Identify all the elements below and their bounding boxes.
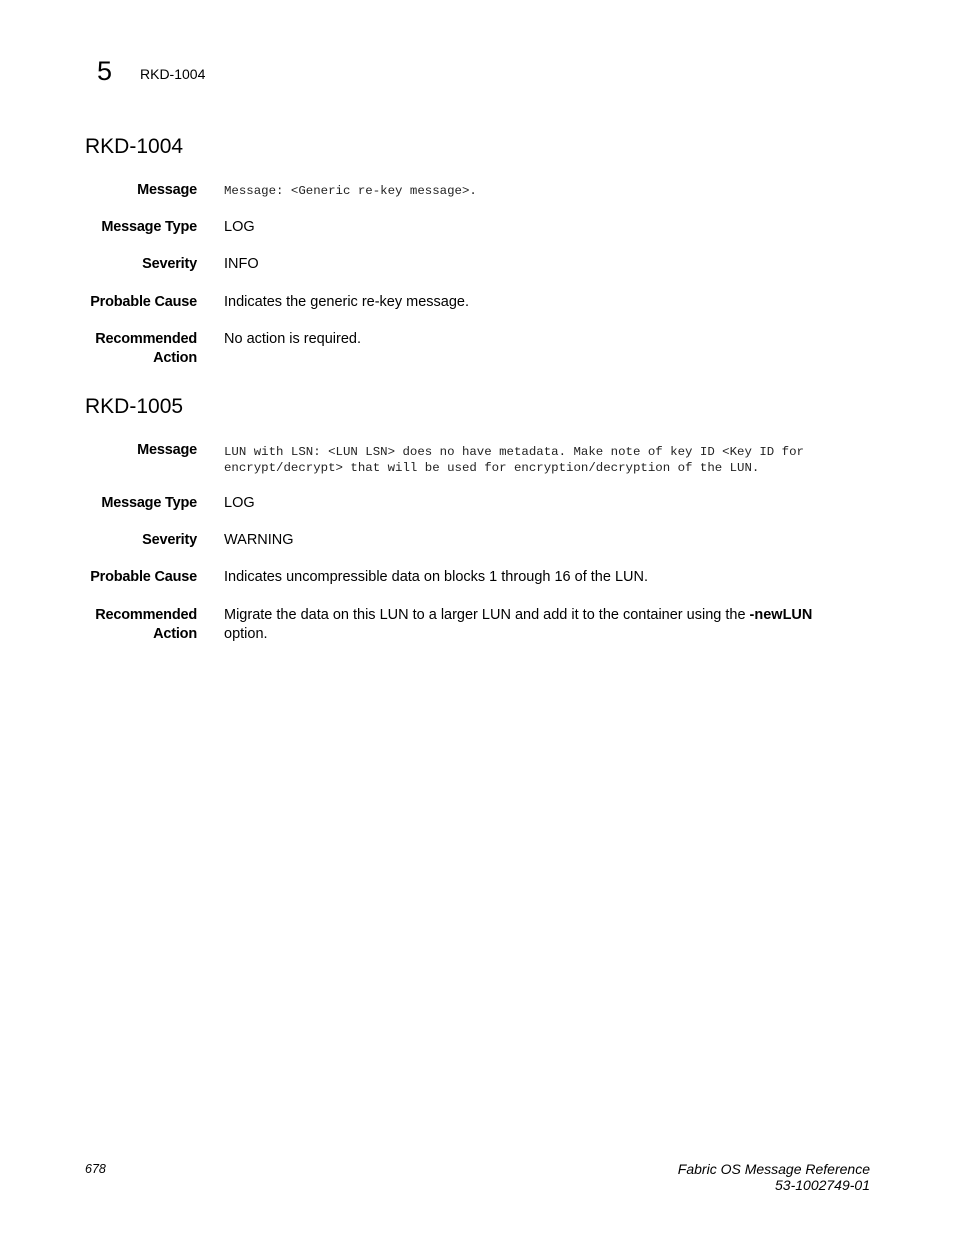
recommended-label-line1: Recommended: [95, 331, 197, 347]
chapter-number: 5: [97, 56, 113, 86]
probable-cause-label: Probable Cause: [90, 569, 197, 585]
message-type-label: Message Type: [101, 219, 197, 235]
recommended-label-line2: Action: [153, 350, 197, 366]
recommended-label-line2: Action: [153, 626, 197, 642]
message-type-label: Message Type: [101, 495, 197, 511]
severity-label: Severity: [142, 256, 197, 272]
probable-cause-value: Indicates the generic re-key message.: [224, 294, 470, 310]
recommended-action-label: [40, 606, 197, 644]
severity-value: INFO: [224, 256, 259, 272]
section-title: RKD-1005: [85, 395, 184, 418]
recommended-action-text: Migrate the data on this LUN to a larger LUN and add it to the container using the: [224, 607, 750, 623]
recommended-action-text-end: option.: [224, 626, 268, 642]
message-type-value: LOG: [224, 219, 255, 235]
message-line: LUN with LSN: <LUN LSN> does no have metadata. Make note of key ID <Key ID for: [224, 445, 804, 459]
message-value: Message: <Generic re-key message>.: [224, 184, 477, 198]
recommended-action-value: No action is required.: [224, 331, 362, 347]
message-type-value: LOG: [224, 495, 255, 511]
recommended-action-label: [40, 330, 197, 368]
command-option: -newLUN: [749, 607, 813, 623]
section-title: RKD-1004: [85, 135, 184, 158]
probable-cause-value: Indicates uncompressible data on blocks 1 through 16 of the LUN.: [224, 569, 648, 585]
page-number: 678: [85, 1162, 106, 1176]
severity-label: Severity: [142, 532, 197, 548]
message-label: Message: [137, 442, 197, 458]
severity-value: WARNING: [224, 532, 294, 548]
message-label: Message: [137, 182, 197, 198]
recommended-label-line1: Recommended: [95, 607, 197, 623]
footer-doc-id: 53-1002749-01: [775, 1177, 870, 1193]
running-title: RKD-1004: [140, 66, 206, 82]
footer-doc-info: [678, 1161, 870, 1193]
footer-doc-title: Fabric OS Message Reference: [677, 1161, 870, 1177]
message-line: encrypt/decrypt> that will be used for encryption/decryption of the LUN.: [224, 461, 760, 475]
message-value: [224, 444, 854, 476]
probable-cause-label: Probable Cause: [90, 294, 197, 310]
recommended-action-value: [224, 606, 854, 644]
